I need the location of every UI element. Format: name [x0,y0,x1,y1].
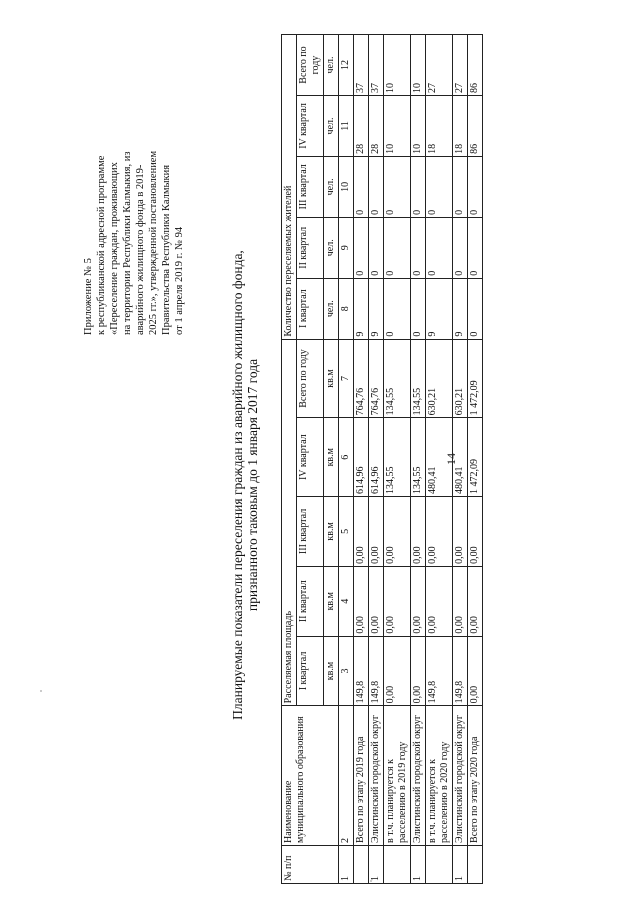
column-number-row [339,35,354,884]
row-value: 0,00 [384,497,411,567]
row-value: 37 [354,35,369,96]
row-value: 0,00 [411,497,426,567]
row-value: 0,00 [468,636,483,706]
header-area-group: Расселяемая площадь [282,339,297,706]
unit-area: кв.м [324,418,339,497]
row-value: 0 [411,278,426,339]
row-value: 764,76 [354,339,369,418]
row-name: в т.ч. планируется к расселению в 2020 году [426,706,453,846]
unit-area: кв.м [324,566,339,636]
column-number: 3 [339,636,354,706]
row-value: 0 [369,156,384,217]
row-value: 764,76 [369,339,384,418]
row-value: 614,96 [369,418,384,497]
row-value: 27 [426,35,453,96]
column-number: 5 [339,497,354,567]
row-value: 630,21 [426,339,453,418]
row-value: 9 [354,278,369,339]
row-value: 18 [453,96,468,157]
row-value: 10 [411,96,426,157]
row-value: 9 [369,278,384,339]
row-value: 480,41 [453,418,468,497]
row-value: 0 [384,217,411,278]
header-total: Всего по году [297,35,324,96]
row-value: 0,00 [426,497,453,567]
row-value: 149,8 [354,636,369,706]
row-value: 0 [411,156,426,217]
row-value: 0 [384,278,411,339]
unit-area: кв.м [324,497,339,567]
table-row [426,35,453,884]
table-row [411,35,426,884]
row-value: 37 [369,35,384,96]
row-value: 0,00 [468,497,483,567]
column-number: 8 [339,278,354,339]
appendix-line: аварийного жилищного фонда в 2019- [135,164,146,335]
header-q4: IV квартал [297,418,324,497]
row-value: 0 [369,217,384,278]
row-value: 0 [411,217,426,278]
header-q4: IV квартал [297,96,324,157]
header-total: Всего по году [297,339,324,418]
row-value: 134,55 [411,418,426,497]
appendix-block [82,85,186,335]
row-value: 0 [468,156,483,217]
row-num: 1 [453,845,468,883]
header-q2: II квартал [297,566,324,636]
row-value: 28 [369,96,384,157]
table-row [369,35,384,884]
title-line: Планируемые показатели переселения граждан из аварийного жилищного фонда, [230,250,245,720]
row-value: 86 [468,96,483,157]
row-value: 0 [426,156,453,217]
row-name: Элистинский городской округ [369,706,384,846]
appendix-line: на территории Республики Калмыкия, из [122,151,133,335]
header-q3: III квартал [297,497,324,567]
unit-people: чел. [324,217,339,278]
row-value: 0,00 [354,497,369,567]
row-value: 134,55 [384,339,411,418]
appendix-line: от 1 апреля 2019 г. № 94 [174,226,185,335]
column-number: 10 [339,156,354,217]
row-value: 0 [468,278,483,339]
data-table [281,34,483,884]
column-number: 1 [339,845,354,883]
row-value: 0,00 [369,566,384,636]
row-value: 18 [426,96,453,157]
header-q2: II квартал [297,217,324,278]
column-number: 7 [339,339,354,418]
row-value: 27 [453,35,468,96]
column-number: 2 [339,706,354,846]
row-value: 614,96 [354,418,369,497]
row-name: Элистинский городской округ [453,706,468,846]
row-value: 9 [426,278,453,339]
header-q1: I квартал [297,278,324,339]
row-value: 86 [468,35,483,96]
header-q1: I квартал [297,636,324,706]
row-value: 0 [354,217,369,278]
row-value: 1 472,09 [468,418,483,497]
row-value: 1 472,09 [468,339,483,418]
row-name: Элистинский городской округ [411,706,426,846]
header-people-group: Количество переселяемых жителей [282,35,297,340]
row-value: 0,00 [354,566,369,636]
table-row [384,35,411,884]
title-line: признанного таковым до 1 января 2017 года [245,358,260,612]
appendix-line: Приложение № 5 [83,258,94,335]
row-value: 149,8 [453,636,468,706]
row-value: 0 [426,217,453,278]
row-num [384,845,411,883]
appendix-line: к республиканской адресной программе [96,155,107,335]
row-value: 0 [384,156,411,217]
table-row [354,35,369,884]
table-row [468,35,483,884]
unit-people: чел. [324,156,339,217]
row-num: 1 [411,845,426,883]
row-value: 480,41 [426,418,453,497]
page-number: 14 [444,453,458,465]
row-value: 0,00 [453,497,468,567]
row-name: Всего по этапу 2020 года [468,706,483,846]
appendix-line: 2025 гг.», утвержденной постановлением [148,150,159,335]
unit-people: чел. [324,35,339,96]
row-value: 9 [453,278,468,339]
column-number: 12 [339,35,354,96]
header-num: № п/п [282,845,339,883]
row-value: 10 [384,96,411,157]
row-value: 134,55 [384,418,411,497]
row-value: 0,00 [411,636,426,706]
row-value: 0 [468,217,483,278]
row-name: в т.ч. планируется к расселению в 2019 году [384,706,411,846]
unit-area: кв.м [324,339,339,418]
column-number: 4 [339,566,354,636]
header-name: Наименование муниципального образования [282,706,339,846]
column-number: 11 [339,96,354,157]
column-number: 6 [339,418,354,497]
row-value: 149,8 [369,636,384,706]
row-value: 0,00 [411,566,426,636]
document-title [230,135,260,835]
unit-people: чел. [324,278,339,339]
header-row-group [282,35,297,884]
row-value: 28 [354,96,369,157]
row-value: 0 [453,217,468,278]
row-num [426,845,453,883]
unit-area: кв.м [324,636,339,706]
row-num [468,845,483,883]
row-value: 10 [384,35,411,96]
row-value: 0,00 [468,566,483,636]
row-value: 0,00 [369,497,384,567]
row-num: 1 [369,845,384,883]
row-value: 0,00 [453,566,468,636]
appendix-line: Правительства Республики Калмыкия [161,164,172,335]
row-value: 0 [354,156,369,217]
row-value: 630,21 [453,339,468,418]
row-value: 0 [453,156,468,217]
row-value: 0,00 [384,636,411,706]
row-value: 10 [411,35,426,96]
column-number: 9 [339,217,354,278]
row-value: 149,8 [426,636,453,706]
unit-people: чел. [324,96,339,157]
table-row [453,35,468,884]
appendix-line: «Переселение граждан, проживающих [109,162,120,335]
row-name: Всего по этапу 2019 года [354,706,369,846]
row-num [354,845,369,883]
row-value: 0,00 [426,566,453,636]
row-value: 0,00 [384,566,411,636]
row-value: 134,55 [411,339,426,418]
header-q3: III квартал [297,156,324,217]
